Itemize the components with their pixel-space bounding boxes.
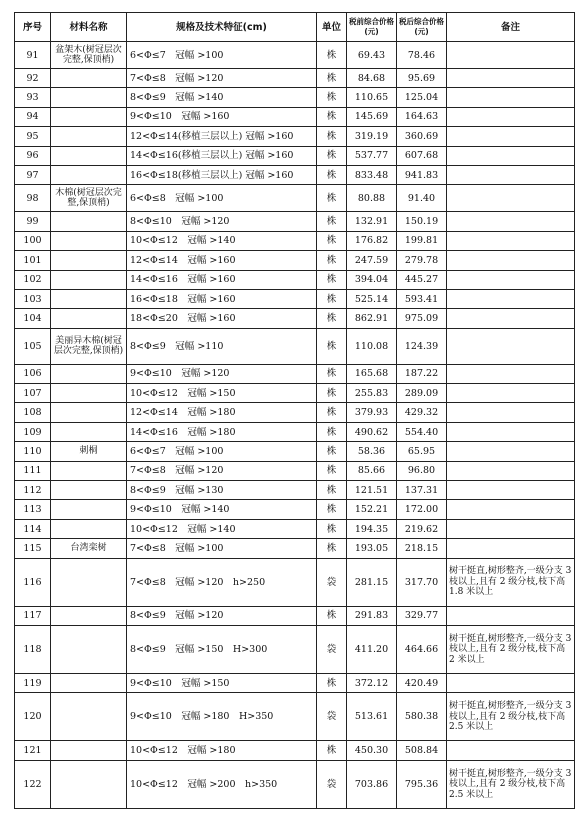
row-post-tax-price: 96.80 — [397, 461, 447, 480]
row-spec: 6<Φ≤7 冠幅 >100 — [127, 42, 317, 69]
row-index: 120 — [15, 693, 51, 741]
row-unit: 株 — [317, 88, 347, 107]
row-material-name — [51, 519, 127, 538]
table-row — [15, 500, 575, 519]
row-pre-tax-price: 165.68 — [347, 364, 397, 383]
row-pre-tax-price: 84.68 — [347, 69, 397, 88]
row-post-tax-price: 289.09 — [397, 384, 447, 403]
row-post-tax-price: 420.49 — [397, 673, 447, 692]
row-remark — [447, 481, 575, 500]
table-row — [15, 212, 575, 231]
row-index: 98 — [15, 185, 51, 212]
row-post-tax-price: 593.41 — [397, 289, 447, 308]
table-row — [15, 251, 575, 270]
table-row — [15, 107, 575, 126]
row-remark: 树干挺直,树形整齐,一级分支 3 枝以上,且有 2 级分枝,枝下高 1.8 米以上 — [447, 558, 575, 606]
row-spec: 12<Φ≤14 冠幅 >160 — [127, 251, 317, 270]
row-index: 99 — [15, 212, 51, 231]
row-material-name: 美丽异木棉(树冠层次完整,保顶梢) — [51, 328, 127, 364]
row-material-name — [51, 165, 127, 184]
row-post-tax-price: 554.40 — [397, 422, 447, 441]
row-index: 105 — [15, 328, 51, 364]
row-remark — [447, 364, 575, 383]
table-body — [15, 42, 575, 809]
row-spec: 7<Φ≤8 冠幅 >120 — [127, 69, 317, 88]
row-unit: 株 — [317, 481, 347, 500]
row-pre-tax-price: 80.88 — [347, 185, 397, 212]
row-material-name — [51, 146, 127, 165]
row-material-name — [51, 364, 127, 383]
row-pre-tax-price: 525.14 — [347, 289, 397, 308]
row-unit: 株 — [317, 519, 347, 538]
row-remark — [447, 231, 575, 250]
header-post-tax: 税后综合价格(元) — [397, 13, 447, 42]
row-index: 107 — [15, 384, 51, 403]
row-material-name — [51, 309, 127, 328]
row-spec: 7<Φ≤8 冠幅 >100 — [127, 539, 317, 558]
row-spec: 14<Φ≤16(移植三层以上) 冠幅 >160 — [127, 146, 317, 165]
row-remark — [447, 69, 575, 88]
table-row — [15, 442, 575, 461]
row-index: 91 — [15, 42, 51, 69]
row-pre-tax-price: 372.12 — [347, 673, 397, 692]
row-pre-tax-price: 490.62 — [347, 422, 397, 441]
table-row — [15, 558, 575, 606]
row-pre-tax-price: 194.35 — [347, 519, 397, 538]
row-spec: 18<Φ≤20 冠幅 >160 — [127, 309, 317, 328]
row-material-name — [51, 500, 127, 519]
table-row — [15, 384, 575, 403]
row-spec: 14<Φ≤16 冠幅 >180 — [127, 422, 317, 441]
row-index: 97 — [15, 165, 51, 184]
row-unit: 袋 — [317, 625, 347, 673]
row-unit: 株 — [317, 606, 347, 625]
row-spec: 9<Φ≤10 冠幅 >150 — [127, 673, 317, 692]
row-spec: 9<Φ≤10 冠幅 >180 H>350 — [127, 693, 317, 741]
row-pre-tax-price: 247.59 — [347, 251, 397, 270]
row-pre-tax-price: 176.82 — [347, 231, 397, 250]
row-remark — [447, 270, 575, 289]
row-post-tax-price: 360.69 — [397, 127, 447, 146]
table-row — [15, 481, 575, 500]
row-material-name — [51, 461, 127, 480]
table-row — [15, 289, 575, 308]
header-material: 材料名称 — [51, 13, 127, 42]
row-pre-tax-price: 703.86 — [347, 760, 397, 808]
row-index: 112 — [15, 481, 51, 500]
row-post-tax-price: 795.36 — [397, 760, 447, 808]
row-index: 118 — [15, 625, 51, 673]
row-post-tax-price: 91.40 — [397, 185, 447, 212]
row-remark: 树干挺直,树形整齐,一级分支 3 枝以上,且有 2 级分枝,枝下高 2.5 米以上 — [447, 693, 575, 741]
row-unit: 株 — [317, 69, 347, 88]
row-unit: 株 — [317, 461, 347, 480]
header-row — [15, 13, 575, 42]
row-spec: 8<Φ≤9 冠幅 >120 — [127, 606, 317, 625]
row-pre-tax-price: 193.05 — [347, 539, 397, 558]
row-spec: 8<Φ≤10 冠幅 >120 — [127, 212, 317, 231]
row-post-tax-price: 508.84 — [397, 741, 447, 760]
row-index: 102 — [15, 270, 51, 289]
row-unit: 株 — [317, 384, 347, 403]
row-material-name: 刺桐 — [51, 442, 127, 461]
row-remark — [447, 741, 575, 760]
row-index: 108 — [15, 403, 51, 422]
row-index: 96 — [15, 146, 51, 165]
row-material-name — [51, 212, 127, 231]
row-remark — [447, 442, 575, 461]
table-row — [15, 625, 575, 673]
row-material-name — [51, 625, 127, 673]
table-row — [15, 461, 575, 480]
table-row — [15, 403, 575, 422]
row-spec: 9<Φ≤10 冠幅 >140 — [127, 500, 317, 519]
row-remark — [447, 673, 575, 692]
row-remark — [447, 212, 575, 231]
row-pre-tax-price: 319.19 — [347, 127, 397, 146]
row-pre-tax-price: 862.91 — [347, 309, 397, 328]
row-spec: 10<Φ≤12 冠幅 >140 — [127, 519, 317, 538]
row-material-name — [51, 289, 127, 308]
row-material-name — [51, 693, 127, 741]
row-unit: 株 — [317, 146, 347, 165]
row-unit: 株 — [317, 309, 347, 328]
row-remark — [447, 500, 575, 519]
row-post-tax-price: 429.32 — [397, 403, 447, 422]
row-material-name — [51, 606, 127, 625]
row-spec: 7<Φ≤8 冠幅 >120 h>250 — [127, 558, 317, 606]
row-remark — [447, 606, 575, 625]
table-row — [15, 539, 575, 558]
row-pre-tax-price: 85.66 — [347, 461, 397, 480]
row-material-name — [51, 270, 127, 289]
row-unit: 株 — [317, 364, 347, 383]
header-index: 序号 — [15, 13, 51, 42]
row-remark — [447, 519, 575, 538]
row-index: 122 — [15, 760, 51, 808]
row-pre-tax-price: 411.20 — [347, 625, 397, 673]
row-index: 121 — [15, 741, 51, 760]
table-row — [15, 69, 575, 88]
row-post-tax-price: 124.39 — [397, 328, 447, 364]
row-pre-tax-price: 121.51 — [347, 481, 397, 500]
table-row — [15, 42, 575, 69]
row-index: 110 — [15, 442, 51, 461]
row-spec: 14<Φ≤16 冠幅 >160 — [127, 270, 317, 289]
row-post-tax-price: 218.15 — [397, 539, 447, 558]
row-material-name — [51, 760, 127, 808]
row-post-tax-price: 279.78 — [397, 251, 447, 270]
row-pre-tax-price: 450.30 — [347, 741, 397, 760]
table-row — [15, 146, 575, 165]
row-unit: 株 — [317, 539, 347, 558]
row-post-tax-price: 150.19 — [397, 212, 447, 231]
row-post-tax-price: 199.81 — [397, 231, 447, 250]
row-material-name — [51, 673, 127, 692]
row-pre-tax-price: 379.93 — [347, 403, 397, 422]
row-post-tax-price: 172.00 — [397, 500, 447, 519]
row-unit: 袋 — [317, 760, 347, 808]
row-post-tax-price: 137.31 — [397, 481, 447, 500]
row-pre-tax-price: 58.36 — [347, 442, 397, 461]
header-spec: 规格及技术特征(cm) — [127, 13, 317, 42]
row-pre-tax-price: 833.48 — [347, 165, 397, 184]
row-unit: 株 — [317, 251, 347, 270]
row-post-tax-price: 95.69 — [397, 69, 447, 88]
row-spec: 8<Φ≤9 冠幅 >110 — [127, 328, 317, 364]
row-unit: 株 — [317, 289, 347, 308]
table-row — [15, 741, 575, 760]
table-row — [15, 606, 575, 625]
table-row — [15, 165, 575, 184]
row-unit: 株 — [317, 741, 347, 760]
row-post-tax-price: 125.04 — [397, 88, 447, 107]
row-remark — [447, 461, 575, 480]
row-material-name — [51, 422, 127, 441]
row-index: 113 — [15, 500, 51, 519]
row-spec: 10<Φ≤12 冠幅 >150 — [127, 384, 317, 403]
row-unit: 株 — [317, 403, 347, 422]
row-unit: 袋 — [317, 693, 347, 741]
row-post-tax-price: 187.22 — [397, 364, 447, 383]
row-material-name — [51, 69, 127, 88]
row-pre-tax-price: 255.83 — [347, 384, 397, 403]
row-remark — [447, 403, 575, 422]
row-index: 119 — [15, 673, 51, 692]
row-pre-tax-price: 69.43 — [347, 42, 397, 69]
row-material-name — [51, 251, 127, 270]
row-index: 94 — [15, 107, 51, 126]
table-row — [15, 270, 575, 289]
row-remark — [447, 422, 575, 441]
row-material-name — [51, 384, 127, 403]
row-unit: 株 — [317, 165, 347, 184]
table-row — [15, 88, 575, 107]
row-unit: 株 — [317, 422, 347, 441]
row-post-tax-price: 975.09 — [397, 309, 447, 328]
row-material-name — [51, 231, 127, 250]
row-material-name — [51, 107, 127, 126]
row-spec: 10<Φ≤12 冠幅 >140 — [127, 231, 317, 250]
table-row — [15, 693, 575, 741]
row-remark — [447, 539, 575, 558]
row-post-tax-price: 78.46 — [397, 42, 447, 69]
row-index: 111 — [15, 461, 51, 480]
row-post-tax-price: 65.95 — [397, 442, 447, 461]
row-post-tax-price: 607.68 — [397, 146, 447, 165]
row-pre-tax-price: 152.21 — [347, 500, 397, 519]
table-row — [15, 519, 575, 538]
row-remark — [447, 289, 575, 308]
row-material-name — [51, 127, 127, 146]
row-pre-tax-price: 145.69 — [347, 107, 397, 126]
row-material-name — [51, 558, 127, 606]
row-index: 95 — [15, 127, 51, 146]
row-unit: 株 — [317, 231, 347, 250]
row-material-name — [51, 403, 127, 422]
row-unit: 株 — [317, 442, 347, 461]
row-unit: 株 — [317, 673, 347, 692]
row-remark — [447, 328, 575, 364]
row-spec: 16<Φ≤18(移植三层以上) 冠幅 >160 — [127, 165, 317, 184]
row-unit: 株 — [317, 107, 347, 126]
row-post-tax-price: 329.77 — [397, 606, 447, 625]
row-unit: 株 — [317, 328, 347, 364]
row-index: 93 — [15, 88, 51, 107]
row-pre-tax-price: 110.08 — [347, 328, 397, 364]
row-remark — [447, 384, 575, 403]
row-remark — [447, 127, 575, 146]
row-spec: 10<Φ≤12 冠幅 >180 — [127, 741, 317, 760]
row-pre-tax-price: 513.61 — [347, 693, 397, 741]
row-index: 101 — [15, 251, 51, 270]
row-spec: 7<Φ≤8 冠幅 >120 — [127, 461, 317, 480]
row-remark — [447, 42, 575, 69]
row-remark — [447, 146, 575, 165]
row-index: 115 — [15, 539, 51, 558]
header-pre-tax: 税前综合价格(元) — [347, 13, 397, 42]
table-row — [15, 309, 575, 328]
row-unit: 株 — [317, 212, 347, 231]
row-spec: 9<Φ≤10 冠幅 >120 — [127, 364, 317, 383]
row-remark — [447, 107, 575, 126]
row-pre-tax-price: 110.65 — [347, 88, 397, 107]
row-index: 117 — [15, 606, 51, 625]
table-row — [15, 760, 575, 808]
row-unit: 株 — [317, 185, 347, 212]
row-index: 104 — [15, 309, 51, 328]
table-row — [15, 127, 575, 146]
row-post-tax-price: 317.70 — [397, 558, 447, 606]
row-remark — [447, 88, 575, 107]
row-material-name: 木棉(树冠层次完整,保顶梢) — [51, 185, 127, 212]
row-post-tax-price: 219.62 — [397, 519, 447, 538]
table-row — [15, 328, 575, 364]
row-index: 100 — [15, 231, 51, 250]
row-post-tax-price: 164.63 — [397, 107, 447, 126]
header-remark: 备注 — [447, 13, 575, 42]
row-material-name — [51, 481, 127, 500]
header-unit: 单位 — [317, 13, 347, 42]
table-row — [15, 185, 575, 212]
table-row — [15, 231, 575, 250]
row-unit: 株 — [317, 127, 347, 146]
row-unit: 株 — [317, 270, 347, 289]
row-index: 109 — [15, 422, 51, 441]
row-index: 106 — [15, 364, 51, 383]
row-spec: 6<Φ≤8 冠幅 >100 — [127, 185, 317, 212]
row-post-tax-price: 464.66 — [397, 625, 447, 673]
row-spec: 6<Φ≤7 冠幅 >100 — [127, 442, 317, 461]
row-pre-tax-price: 537.77 — [347, 146, 397, 165]
row-post-tax-price: 941.83 — [397, 165, 447, 184]
row-spec: 8<Φ≤9 冠幅 >150 H>300 — [127, 625, 317, 673]
table-row — [15, 422, 575, 441]
row-pre-tax-price: 291.83 — [347, 606, 397, 625]
row-material-name: 盆架木(树冠层次完整,保顶梢) — [51, 42, 127, 69]
row-remark: 树干挺直,树形整齐,一级分支 3 枝以上,且有 2 级分枝,枝下高 2.5 米以上 — [447, 760, 575, 808]
row-pre-tax-price: 394.04 — [347, 270, 397, 289]
row-remark — [447, 309, 575, 328]
row-material-name — [51, 741, 127, 760]
row-index: 114 — [15, 519, 51, 538]
row-post-tax-price: 580.38 — [397, 693, 447, 741]
row-spec: 16<Φ≤18 冠幅 >160 — [127, 289, 317, 308]
row-pre-tax-price: 281.15 — [347, 558, 397, 606]
row-remark — [447, 251, 575, 270]
table-row — [15, 673, 575, 692]
row-post-tax-price: 445.27 — [397, 270, 447, 289]
row-spec: 8<Φ≤9 冠幅 >140 — [127, 88, 317, 107]
row-unit: 袋 — [317, 558, 347, 606]
row-index: 116 — [15, 558, 51, 606]
price-table — [14, 12, 575, 809]
row-spec: 12<Φ≤14 冠幅 >180 — [127, 403, 317, 422]
table-row — [15, 364, 575, 383]
row-remark: 树干挺直,树形整齐,一级分支 3 枝以上,且有 2 级分枝,枝下高 2 米以上 — [447, 625, 575, 673]
row-index: 92 — [15, 69, 51, 88]
row-unit: 株 — [317, 500, 347, 519]
row-spec: 9<Φ≤10 冠幅 >160 — [127, 107, 317, 126]
row-pre-tax-price: 132.91 — [347, 212, 397, 231]
row-spec: 12<Φ≤14(移植三层以上) 冠幅 >160 — [127, 127, 317, 146]
row-spec: 10<Φ≤12 冠幅 >200 h>350 — [127, 760, 317, 808]
row-spec: 8<Φ≤9 冠幅 >130 — [127, 481, 317, 500]
row-unit: 株 — [317, 42, 347, 69]
row-remark — [447, 185, 575, 212]
row-index: 103 — [15, 289, 51, 308]
row-material-name: 台湾栾树 — [51, 539, 127, 558]
row-material-name — [51, 88, 127, 107]
row-remark — [447, 165, 575, 184]
